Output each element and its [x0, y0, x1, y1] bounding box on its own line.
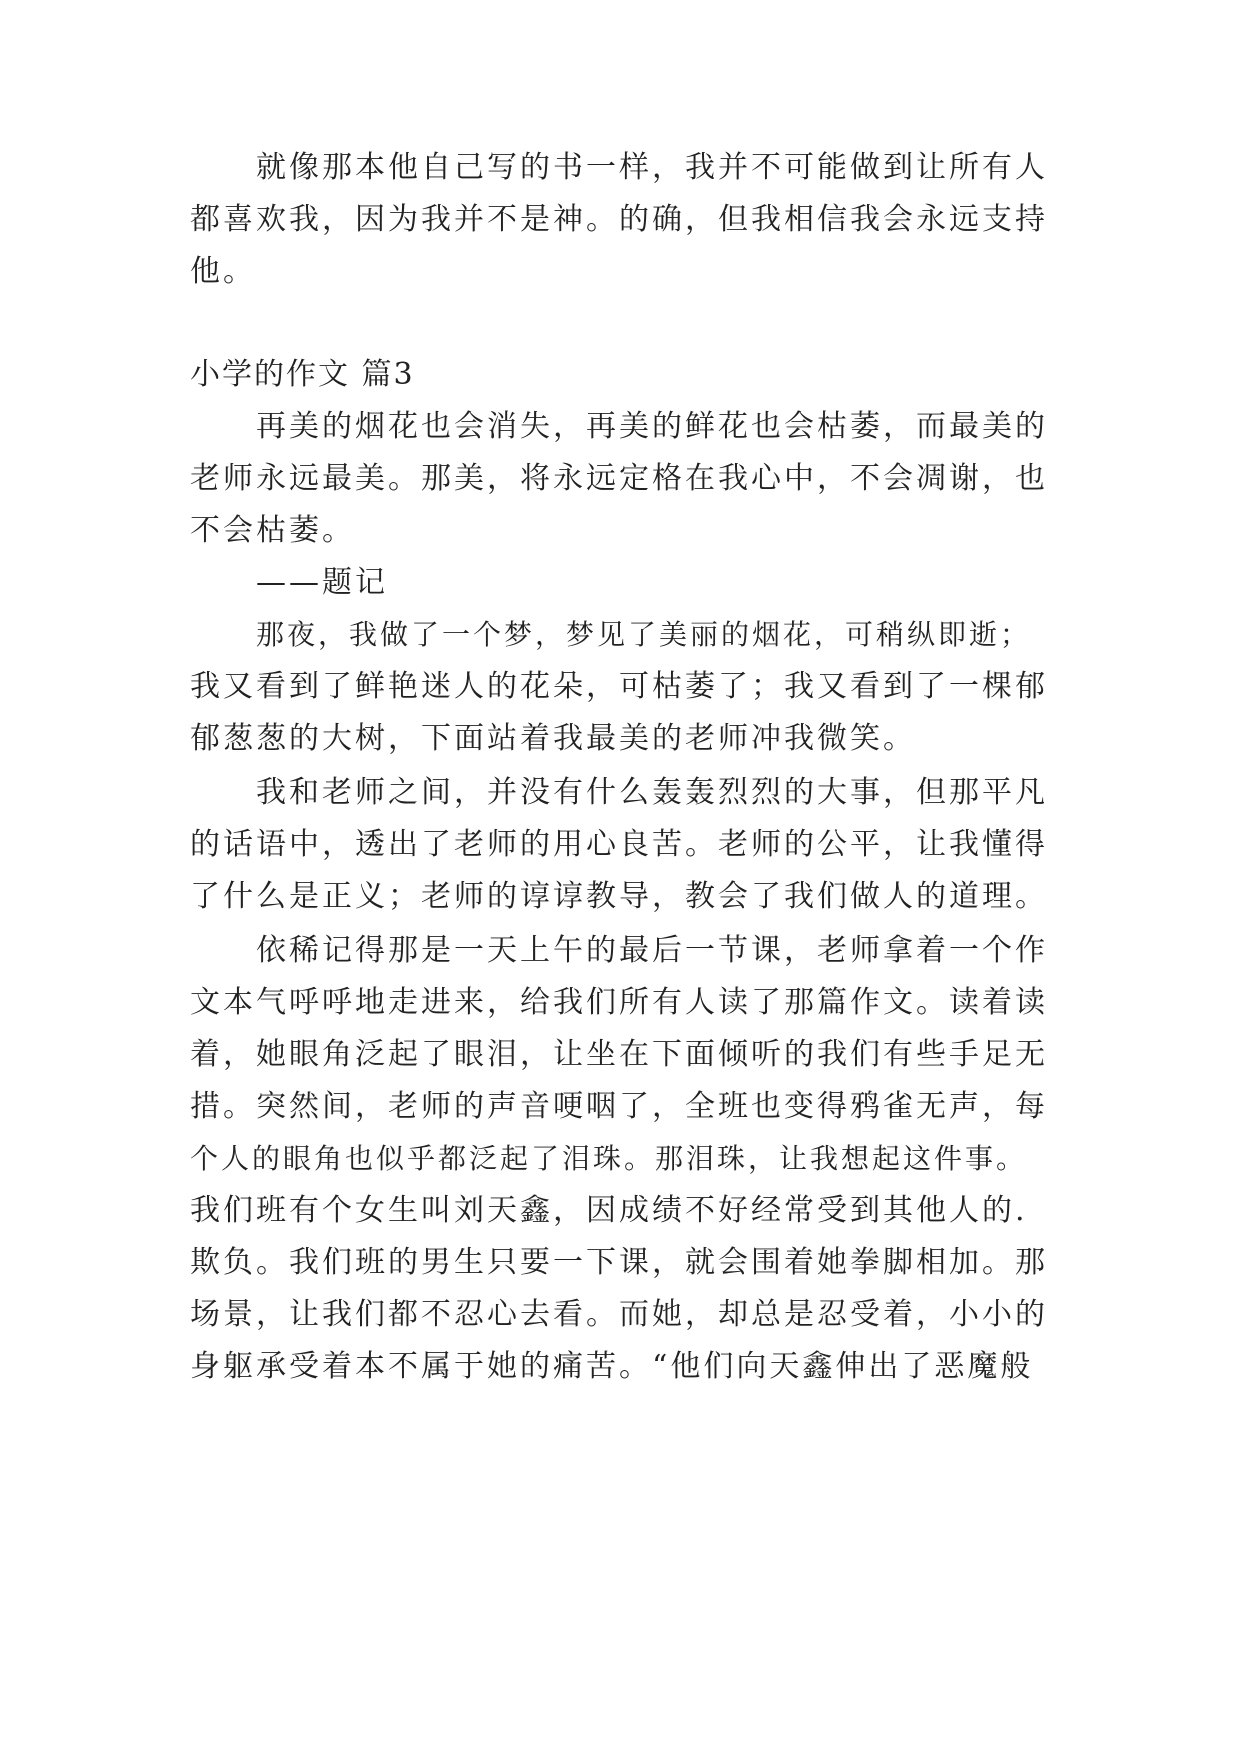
inscription-line: ——题记	[256, 565, 388, 600]
paragraph-line: 就像那本他自己写的书一样，我并不可能做到让所有人	[256, 150, 1048, 185]
paragraph-line: 老师永远最美。那美，将永远定格在我心中，不会凋谢，也	[190, 461, 1048, 496]
paragraph-line: 那夜，我做了一个梦，梦见了美丽的烟花，可稍纵即逝；	[256, 618, 1032, 651]
section-heading: 小学的作文 篇3	[190, 357, 415, 392]
paragraph-line: 郁葱葱的大树，下面站着我最美的老师冲我微笑。	[190, 721, 916, 756]
paragraph-line: 场景，让我们都不忍心去看。而她，却总是忍受着，小小的	[190, 1297, 1048, 1332]
paragraph-line: 欺负。我们班的男生只要一下课，就会围着她拳脚相加。那	[190, 1245, 1048, 1280]
paragraph-line: 都喜欢我，因为我并不是神。的确，但我相信我会永远支持	[190, 202, 1048, 237]
paragraph-line: 文本气呼呼地走进来，给我们所有人读了那篇作文。读着读	[190, 985, 1048, 1020]
paragraph-line: 依稀记得那是一天上午的最后一节课，老师拿着一个作	[256, 933, 1048, 968]
paragraph-line: 身躯承受着本不属于她的痛苦。“他们向天鑫伸出了恶魔般	[190, 1349, 1034, 1384]
paragraph-line: 了什么是正义；老师的谆谆教导，教会了我们做人的道理。	[190, 879, 1048, 914]
paragraph-line: 不会枯萎。	[190, 513, 355, 548]
paragraph-line: 我们班有个女生叫刘天鑫，因成绩不好经常受到其他人的.	[190, 1193, 1028, 1228]
paragraph-line: 着，她眼角泛起了眼泪，让坐在下面倾听的我们有些手足无	[190, 1037, 1048, 1072]
paragraph-line: 措。突然间，老师的声音哽咽了，全班也变得鸦雀无声，每	[190, 1089, 1048, 1124]
paragraph-line: 再美的烟花也会消失，再美的鲜花也会枯萎，而最美的	[256, 409, 1048, 444]
paragraph-line: 我又看到了鲜艳迷人的花朵，可枯萎了；我又看到了一棵郁	[190, 669, 1048, 704]
paragraph-line: 我和老师之间，并没有什么轰轰烈烈的大事，但那平凡	[256, 775, 1048, 810]
paragraph-line: 的话语中，透出了老师的用心良苦。老师的公平，让我懂得	[190, 827, 1048, 862]
paragraph-line: 他。	[190, 254, 256, 289]
paragraph-line: 个人的眼角也似乎都泛起了泪珠。那泪珠，让我想起这件事。	[190, 1142, 1028, 1175]
